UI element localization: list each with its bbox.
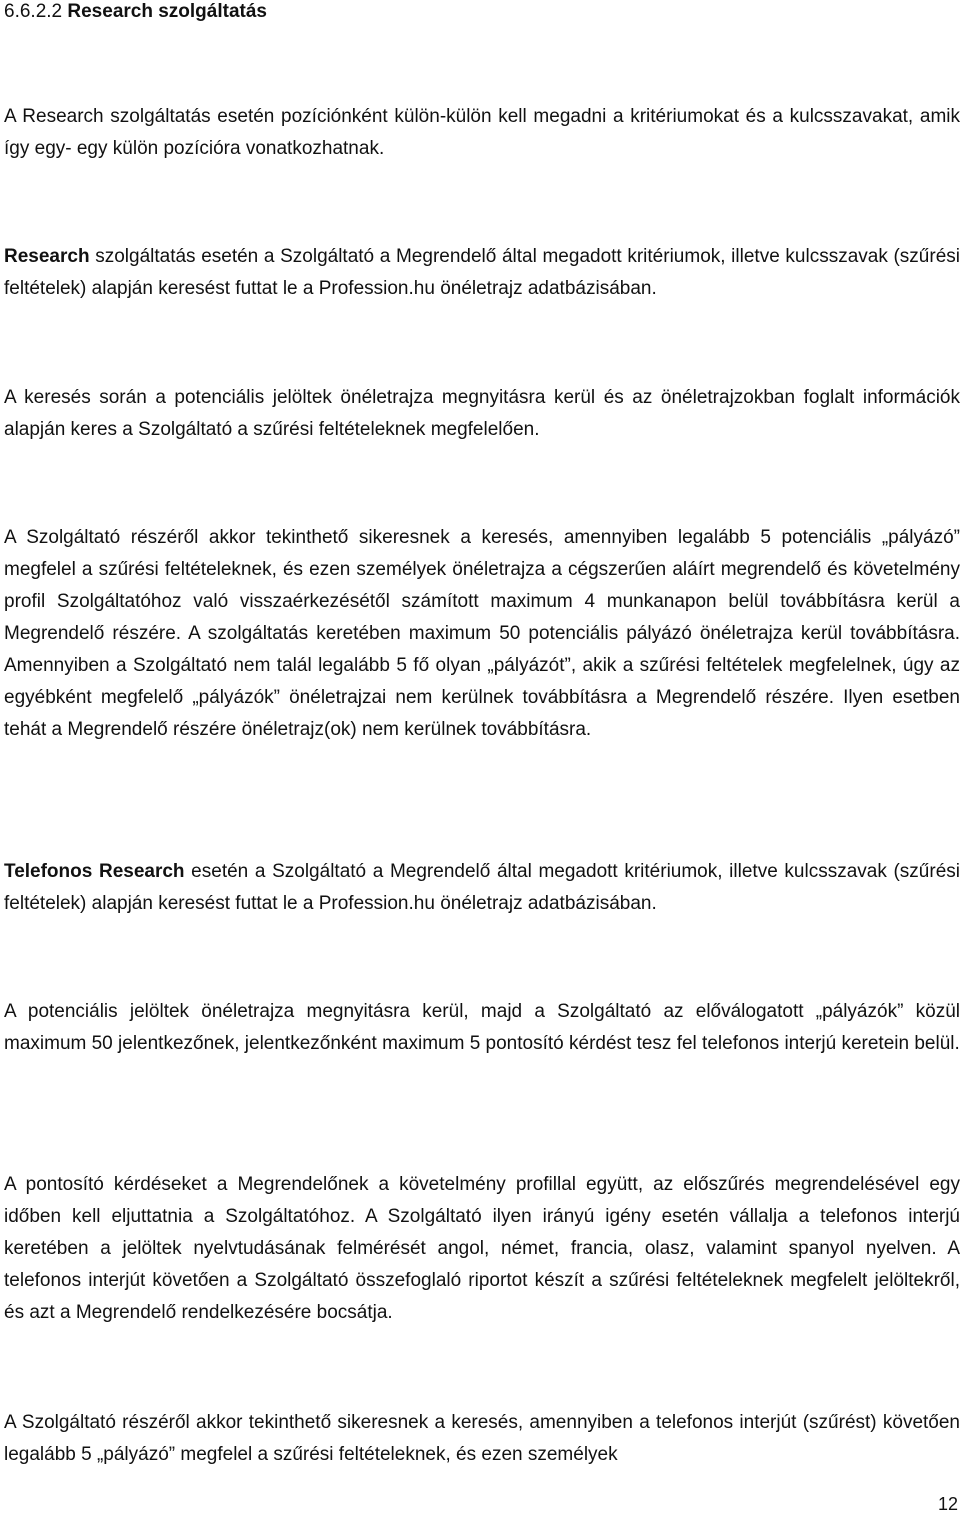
section-heading	[4, 0, 267, 24]
page-number: 12	[937, 1494, 958, 1514]
phone-research-definition-text: esetén a Szolgáltató a Megrendelő által megadott kritériumok, illetve kulcsszavak (szűrési feltételek) alapján keresést futtat le a Profession.hu önéletrajz adatbázisában.	[4, 861, 960, 914]
paragraph-phone-research-definition	[4, 856, 960, 920]
phone-research-term: Telefonos Research	[4, 861, 185, 882]
paragraph-research-intro: A Research szolgáltatás esetén pozíciónként külön-külön kell megadni a kritériumokat és a kulcsszavakat, amik így egy- egy külön pozícióra vonatkozhatnak.	[4, 106, 960, 159]
section-title: Research szolgáltatás	[67, 1, 267, 22]
paragraph-phone-success-criteria: A Szolgáltató részéről akkor tekinthető sikeresnek a keresés, amennyiben a telefonos interjút (szűrést) követően legalább 5 „pályázó” megfelel a szűrési feltételeknek, és ezen személyek	[4, 1412, 960, 1465]
paragraph-clarifying-questions: A pontosító kérdéseket a Megrendelőnek a követelmény profillal együtt, az előszűrés megrendelésével egy időben kell eljuttatnia a Szolgáltatóhoz. A Szolgáltató ilyen irányú igény esetén vállalja a telefonos interjú keretében a jelöltek nyelvtudásának felmérését angol, német, francia, olasz, valamint spanyol nyelven. A telefonos interjút követően a Szolgáltató összefoglaló riportot készít a szűrési feltételeknek megfelelt jelöltekről, és azt a Megrendelő rendelkezésére bocsátja.	[4, 1174, 960, 1323]
research-term: Research	[4, 246, 90, 267]
research-definition-text: szolgáltatás esetén a Szolgáltató a Megrendelő által megadott kritériumok, illetve kulcsszavak (szűrési feltételek) alapján keresést futtat le a Profession.hu önéletrajz adatbázisában.	[4, 246, 960, 299]
paragraph-research-definition	[4, 241, 960, 305]
section-number: 6.6.2.2	[4, 1, 63, 22]
paragraph-search-process: A keresés során a potenciális jelöltek önéletrajza megnyitásra kerül és az önéletrajzokban foglalt információk alapján keres a Szolgáltató a szűrési feltételeknek megfelelően.	[4, 387, 960, 440]
paragraph-phone-interview: A potenciális jelöltek önéletrajza megnyitásra kerül, majd a Szolgáltató az előválogatott „pályázók” közül maximum 50 jelentkezőnek, jelentkezőnként maximum 5 pontosító kérdést tesz fel telefonos interjú keretein belül.	[4, 1001, 960, 1054]
paragraph-success-criteria: A Szolgáltató részéről akkor tekinthető sikeresnek a keresés, amennyiben legalább 5 potenciális „pályázó” megfelel a szűrési feltételeknek, és ezen személyek önéletrajza a cégszerűen aláírt megrendelő és követelmény profil Szolgáltatóhoz való visszaérkezésétől számított maximum 4 munkanapon belül továbbításra kerül a Megrendelő részére. A szolgáltatás keretében maximum 50 potenciális pályázó önéletrajza kerül továbbításra. Amennyiben a Szolgáltató nem talál legalább 5 fő olyan „pályázót”, akik a szűrési feltételek megfelelnek, úgy az egyébként megfelelő „pályázók” önéletrajzai nem kerülnek továbbításra a Megrendelő részére. Ilyen esetben tehát a Megrendelő részére önéletrajz(ok) nem kerülnek továbbításra.	[4, 527, 960, 740]
